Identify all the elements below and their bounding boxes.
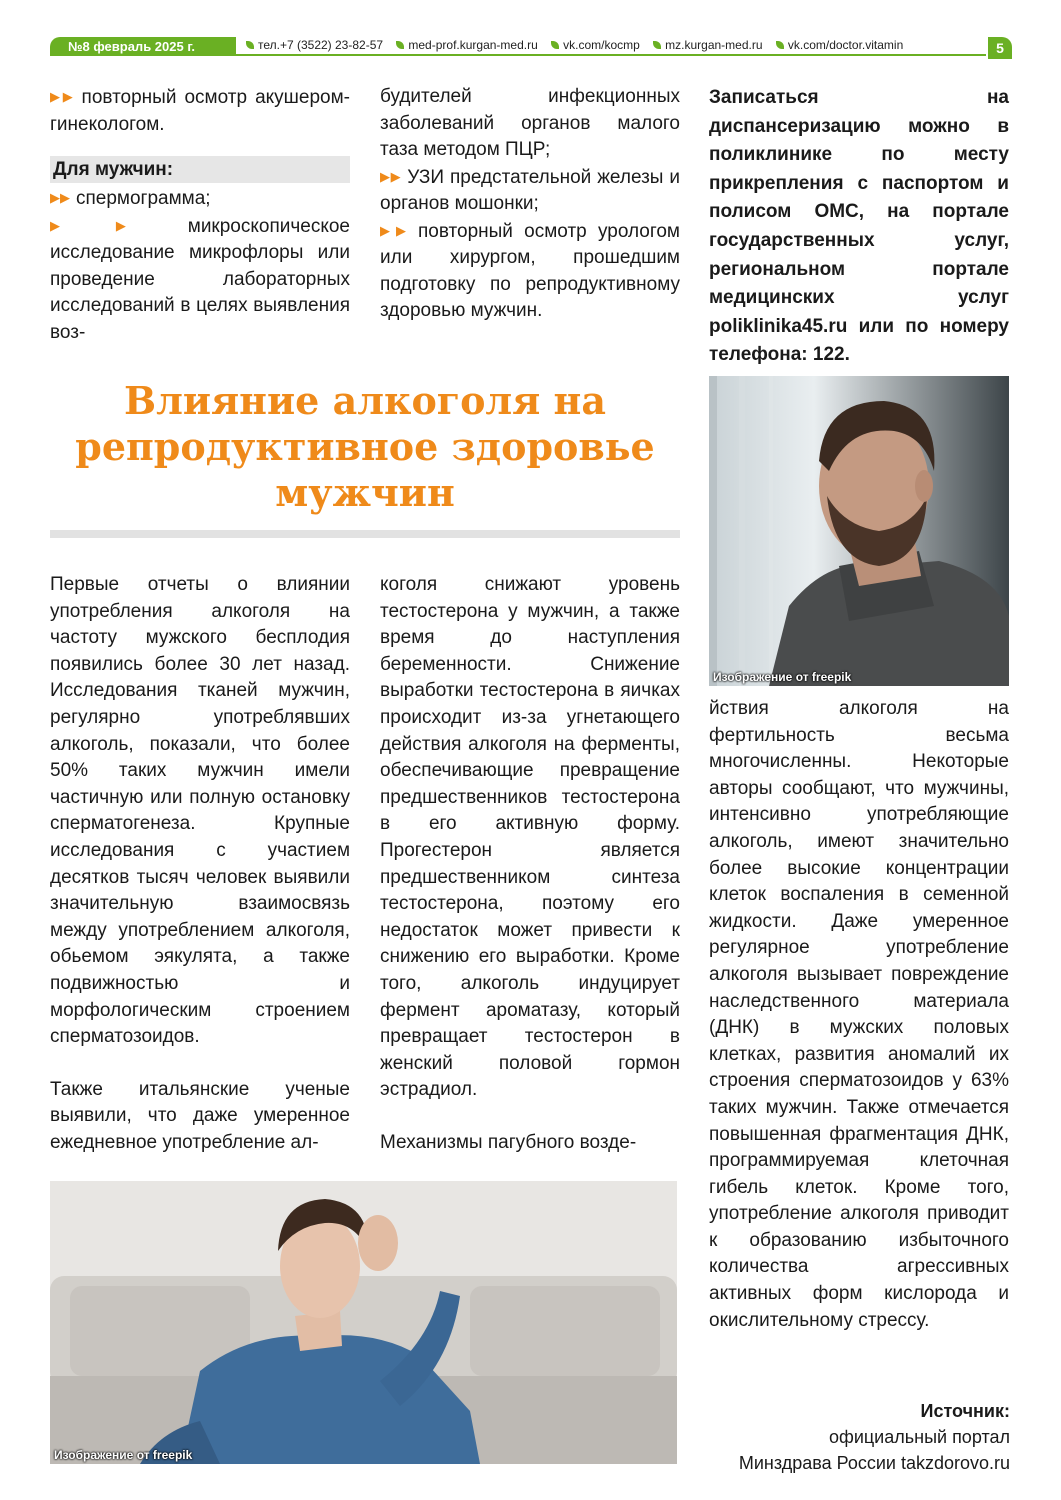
list-item: ▶▶ микроскопическое исследование микрофлоры или проведение лабораторных исследований в целях выявления воз- (50, 215, 350, 343)
article-column-2 (380, 572, 680, 1156)
double-chevron-icon: ▶▶ (380, 168, 402, 184)
header-links (246, 37, 986, 53)
leaf-icon (551, 41, 559, 49)
photo-man-sofa (50, 1181, 677, 1464)
leaf-icon (653, 41, 661, 49)
double-chevron-icon: ▶▶ (50, 89, 76, 104)
title-divider (50, 530, 680, 538)
photo-credit: Изображение от freepik (713, 670, 852, 684)
photo-credit: Изображение от freepik (54, 1448, 193, 1462)
registration-notice: Записаться на диспансеризацию можно в поликлинике по месту прикрепления с паспортом и полисом ОМС, на портале государственных услуг, региональном портале медицинских услуг poliklinika45.ru или по номеру телефона: 122. (709, 87, 1009, 366)
source-line: Минздрава России takzdorovo.ru (738, 1453, 1010, 1473)
list-item: ▶▶ повторный осмотр акушером-гинекологом. (50, 87, 351, 135)
photo-man-window (709, 376, 1009, 686)
page-header (50, 37, 1012, 59)
paragraph: коголя снижают уровень тестостерона у мужчин, а также время до наступления беременности. Снижение выработки тестостерона в яичках происходит из-за угнетающего действия алкоголя на ферменты, обеспечивающие превращение предшественников тестостерона в его активную форму. Прогестерон является предшественником синтеза тестостерона, поэтому его недостаток может привести к снижению его выработки. Кроме того, алкоголь индуцирует фермент ароматазу, который превращает тестостерон в женский половой гормон эстрадиол. (380, 574, 680, 1101)
header-link-vk-doctor[interactable]: vk.com/doctor.vitamin (776, 38, 903, 52)
header-link-mz[interactable]: mz.kurgan-med.ru (653, 38, 762, 52)
source-label: Источник: (920, 1401, 1010, 1421)
continuation-text: будителей инфекционных заболеваний органов малого таза методом ПЦР; (380, 86, 680, 160)
double-chevron-icon: ▶▶ (380, 222, 412, 238)
article-column-1 (50, 572, 350, 1156)
leaf-icon (396, 41, 404, 49)
paragraph: Первые отчеты о влиянии употребления алкоголя на частоту мужского бесплодия появились более 30 лет назад. Исследования тканей мужчин, регулярно употреблявших алкоголь, показали, что более 50% таких мужчин имели частичную или полную остановку сперматогенеза. Крупные исследования с участием десятков тысяч человек выявили значительную взаимосвязь между употреблением алкоголя, обьемом эякулята, а также подвижностью и морфологическим строением сперматозоидов. (50, 574, 350, 1048)
header-rule (236, 54, 986, 56)
list-item: ▶▶ УЗИ предстательной железы и органов мошонки; (380, 166, 680, 214)
photo-illustration (709, 376, 1009, 686)
double-chevron-icon: ▶▶ (50, 190, 70, 205)
source-block (700, 1398, 1010, 1476)
page-number: 5 (988, 37, 1012, 59)
paragraph: йствия алкоголя на фертильность весьма многочисленны. Некоторые авторы сообщают, что мужчины, интенсивно употребляющие алкоголь, имеют значительно более высокие концентрации клеток воспаления в семенной жидкости. Даже умеренное регулярное употребление алкоголя вызывает повреждение наследственного материала (ДНК) в мужских половых клетках, развития аномалий их строения сперматозоидов у 63% таких мужчин. Также отмечается повышенная фрагментация ДНК, программируемая клеточная гибель клеток. Кроме того, употребление алкоголя приводит к образованию избыточного количества агрессивных активных форм кислорода и окислительному стрессу. (709, 698, 1009, 1331)
article-column-3 (709, 696, 1009, 1334)
leaf-icon (776, 41, 784, 49)
header-link-phone: тел.+7 (3522) 23-82-57 (246, 38, 383, 52)
paragraph: Механизмы пагубного возде- (380, 1131, 637, 1153)
leaf-icon (246, 41, 254, 49)
top-column-2 (380, 84, 680, 325)
header-link-vk-kocmp[interactable]: vk.com/kocmp (551, 38, 640, 52)
men-heading: Для мужчин: (50, 156, 350, 183)
header-link-site[interactable]: med-prof.kurgan-med.ru (396, 38, 537, 52)
issue-label: №8 февраль 2025 г. (50, 37, 236, 56)
paragraph: Также итальянские ученые выявили, что даже умеренное ежедневное употребление ал- (50, 1078, 350, 1153)
list-item: ▶▶ спермограмма; (50, 188, 211, 209)
source-line: официальный портал (829, 1427, 1010, 1447)
photo-illustration (50, 1181, 677, 1464)
double-chevron-icon: ▶▶ (50, 217, 182, 233)
list-item: ▶▶ повторный осмотр урологом или хирургом, прошедшим подготовку по репродуктивному здоровью мужчин. (380, 220, 680, 321)
top-column-1 (50, 84, 350, 346)
article-title: Влияние алкоголя на репродуктивное здоровье мужчин (75, 378, 655, 515)
